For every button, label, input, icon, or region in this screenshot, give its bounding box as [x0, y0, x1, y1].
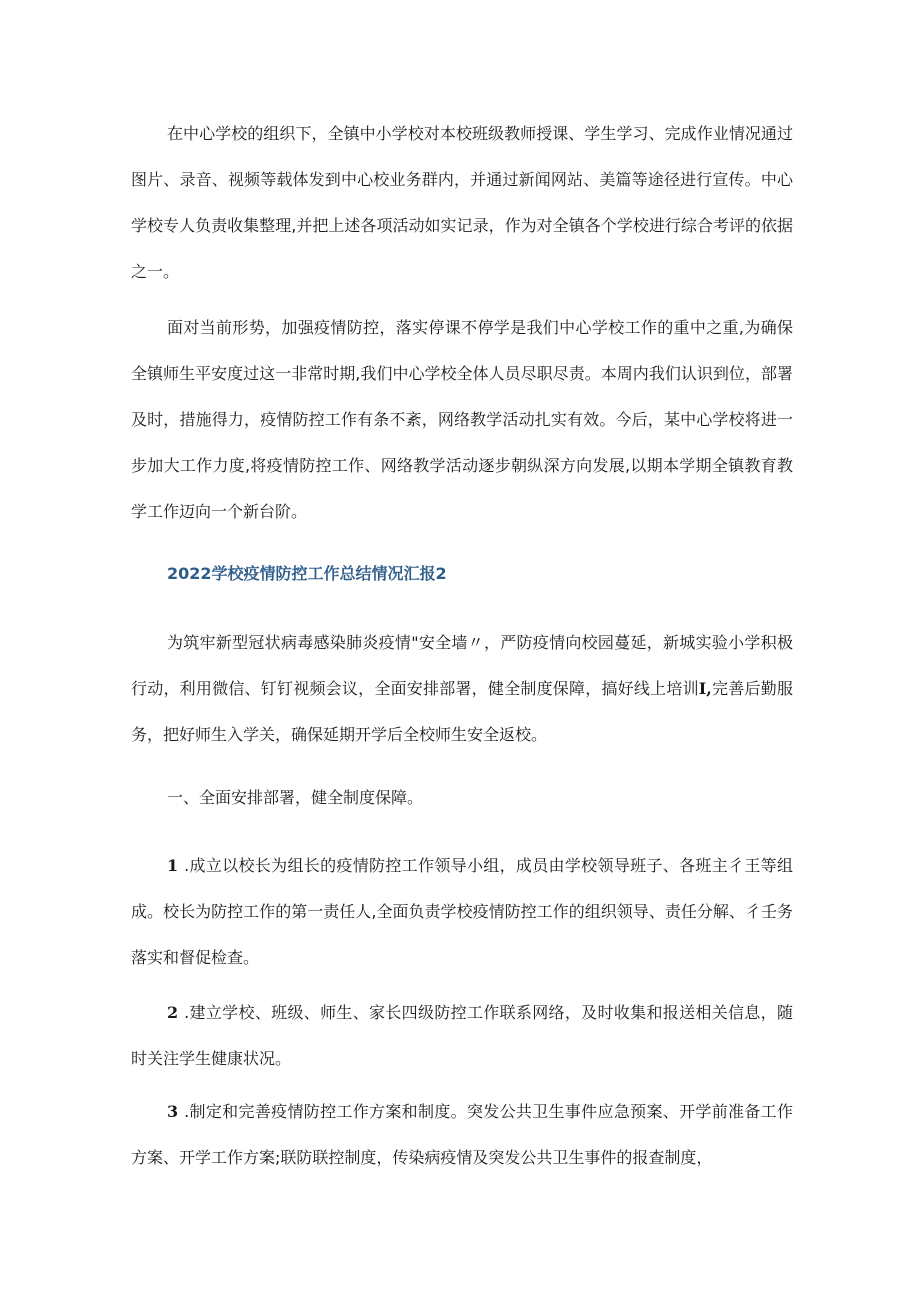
overview-text-after: 完善后勤服务，把好师生入学关，确保延期开学后全校师生安全返校。 — [131, 679, 793, 744]
list-item-3-number: 3 — [167, 1102, 179, 1121]
section-heading: 2022学校疫情防控工作总结情况汇报2 — [167, 564, 447, 583]
list-item-3-text: .制定和完善疫情防控工作方案和制度。突发公共卫生事件应急预案、开学前准备工作方案、开学工作方案;联防联控制度，传染病疫情及突发公共卫生事件的报查制度， — [131, 1102, 793, 1167]
list-item-2-text: .建立学校、班级、师生、家长四级防控工作联系网络，及时收集和报送相关信息，随时关注学生健康状况。 — [131, 1003, 793, 1068]
list-item-1 — [131, 843, 793, 981]
list-item-1-text: .成立以校长为组长的疫情防控工作领导小组，成员由学校领导班子、各班主彳王等组成。校长为防控工作的第一责任人,全面负责学校疫情防控工作的组织领导、责任分解、彳壬务落实和督促检查。 — [131, 856, 793, 967]
list-item-2 — [131, 990, 793, 1082]
overview-mark: I, — [698, 679, 712, 698]
list-item-1-number: 1 — [167, 856, 179, 875]
paragraph-overview — [131, 620, 793, 758]
paragraph-situation: 面对当前形势，加强疫情防控，落实停课不停学是我们中心学校工作的重中之重,为确保全镇师生平安度过这一非常时期,我们中心学校全体人员尽职尽责。本周内我们认识到位，部署及时，措施得力，疫情防控工作有条不紊，网络教学活动扎实有效。今后，某中心学校将进一步加大工作力度,将疫情防控工作、网络教学活动逐步朝纵深方向发展,以期本学期全镇教育教学工作迈向一个新台阶。 — [131, 318, 793, 521]
paragraph-intro: 在中心学校的组织下，全镇中小学校对本校班级教师授课、学生学习、完成作业情况通过图片、录音、视频等载体发到中心校业务群内，并通过新闻网站、美篇等途径进行宣传。中心学校专人负责收集整理,并把上述各项活动如实记录，作为对全镇各个学校进行综合考评的依据之一。 — [131, 124, 793, 281]
section-title-1: 一、全面安排部署，健全制度保障。 — [167, 788, 424, 807]
list-item-3 — [131, 1089, 793, 1181]
list-item-2-number: 2 — [167, 1003, 179, 1022]
overview-text-before: 为筑牢新型冠状病毒感染肺炎疫情"安全墙〃，严防疫情向校园蔓延，新城实验小学积极行动，利用微信、钉钉视频会议，全面安排部署，健全制度保障，搞好线上培训 — [131, 633, 793, 698]
